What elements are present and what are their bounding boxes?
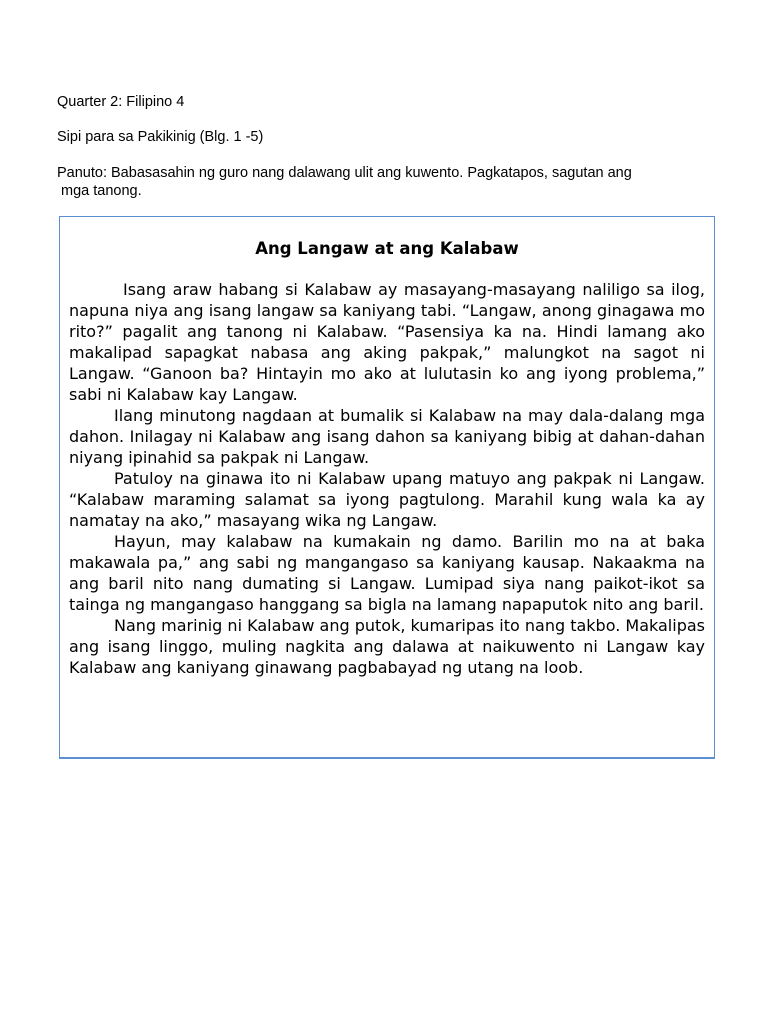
story-paragraph: Ilang minutong nagdaan at bumalik si Kalabaw na may dala-dalang mga dahon. Inilagay ni Kalabaw ang isang dahon sa kaniyang bibig at dahan-dahan niyang ipinahid sa pakpak ni Langaw. <box>69 406 705 467</box>
sipi-label: Sipi para sa Pakikinig (Blg. 1 -5) <box>57 129 264 145</box>
quarter-label: Quarter 2: Filipino 4 <box>57 94 185 110</box>
story-paragraph: Hayun, may kalabaw na kumakain ng damo. Barilin mo na at baka makawala pa,” ang sabi ng mangangaso sa kaniyang kausap. Nakaakma na ang baril nito nang dumating si Langaw. Lumipad siya nang paikot-ikot sa tainga ng mangangaso hanggang sa bigla na lamang napaputok nito ang baril. <box>69 532 705 614</box>
story-paragraph: Nang marinig ni Kalabaw ang putok, kumaripas ito nang takbo. Makalipas ang isang linggo, muling nagkita ang dalawa at naikuwento ni Langaw kay Kalabaw ang kaniyang ginawang pagbabayad ng utang na loob. <box>69 616 705 677</box>
story-box <box>59 216 715 759</box>
panuto-instructions <box>57 164 632 200</box>
story-paragraph: Isang araw habang si Kalabaw ay masayang-masayang naliligo sa ilog, napuna niya ang isang langaw sa kaniyang tabi. “Langaw, anong ginagawa mo rito?” pagalit ang tanong ni Kalabaw. “Pasensiya ka na. Hindi lamang ako makalipad sapagkat nabasa ang aking pakpak,” malungkot na sagot ni Langaw. “Ganoon ba? Hintayin mo ako at lulutasin ko ang iyong problema,” sabi ni Kalabaw kay Langaw. <box>69 280 705 404</box>
panuto-line-2: mga tanong. <box>57 183 142 199</box>
story-title: Ang Langaw at ang Kalabaw <box>255 239 519 258</box>
story-paragraph: Patuloy na ginawa ito ni Kalabaw upang matuyo ang pakpak ni Langaw. “Kalabaw maraming salamat sa iyong pagtulong. Marahil kung wala ka ay namatay na ako,” masayang wika ng Langaw. <box>69 469 705 530</box>
story-body <box>69 279 705 678</box>
panuto-line-1: Panuto: Babasasahin ng guro nang dalawang ulit ang kuwento. Pagkatapos, sagutan ang <box>57 165 632 181</box>
